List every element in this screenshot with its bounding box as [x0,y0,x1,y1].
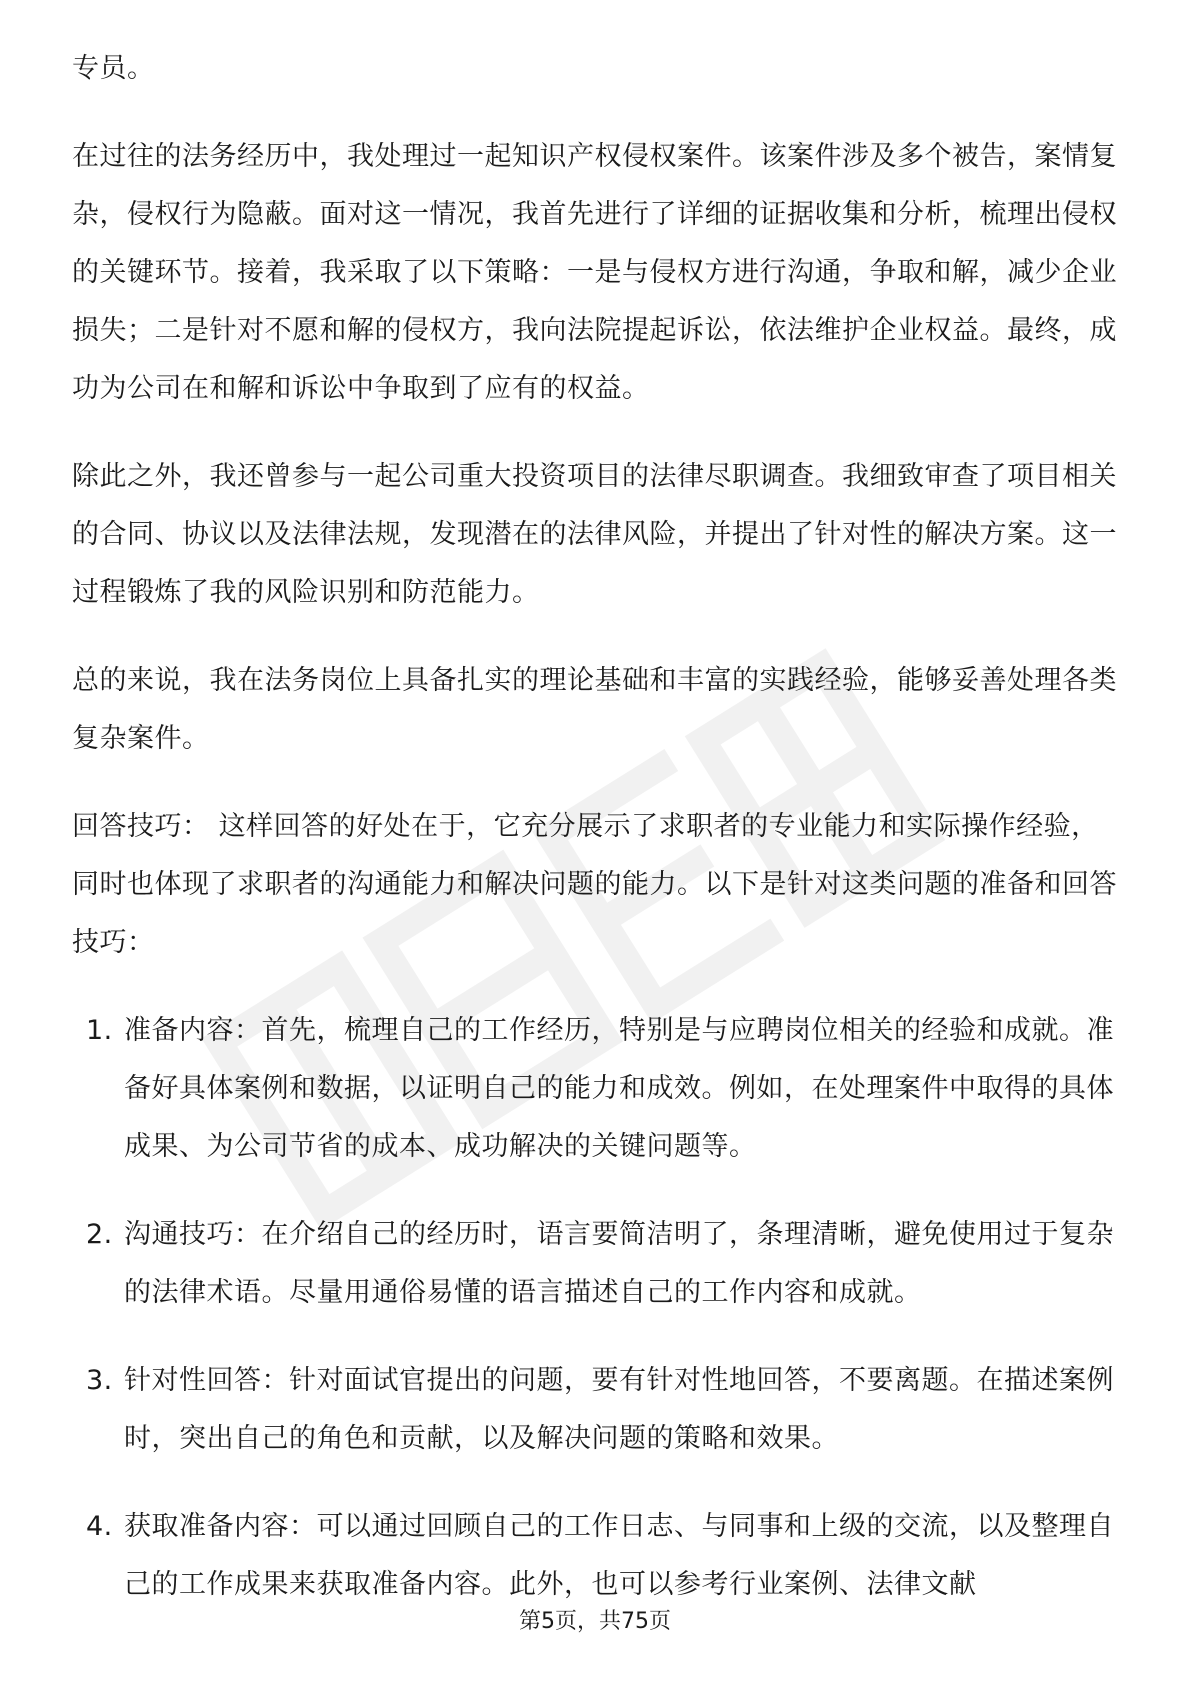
list-number: 3. [86,1365,113,1396]
list-item [72,1498,1118,1614]
paragraph-summary: 总的来说，我在法务岗位上具备扎实的理论基础和丰富的实践经验，能够妥善处理各类复杂案件。 [72,665,1117,754]
list-text: 针对性回答：针对面试官提出的问题，要有针对性地回答，不要离题。在描述案例时，突出自己的角色和贡献，以及解决问题的策略和效果。 [124,1365,1114,1454]
list-number: 2. [86,1219,113,1250]
document-body [72,40,1118,1644]
list-text: 准备内容：首先，梳理自己的工作经历，特别是与应聘岗位相关的经验和成就。准备好具体案例和数据，以证明自己的能力和成效。例如，在处理案件中取得的具体成果、为公司节省的成本、成功解决的关键问题等。 [124,1015,1114,1162]
list-text: 获取准备内容：可以通过回顾自己的工作日志、与同事和上级的交流，以及整理自己的工作成果来获取准备内容。此外，也可以参考行业案例、法律文献 [124,1511,1114,1600]
list-item [72,1352,1118,1468]
list-item [72,1002,1118,1176]
list-number: 1. [86,1015,113,1046]
list-item [72,1206,1118,1322]
page-number-footer: 第5页，共75页 [519,1609,671,1634]
list-text: 沟通技巧：在介绍自己的经历时，语言要简洁明了，条理清晰，避免使用过于复杂的法律术语。尽量用通俗易懂的语言描述自己的工作内容和成就。 [124,1219,1114,1308]
paragraph-continuation: 专员。 [72,53,155,84]
list-number: 4. [86,1511,113,1542]
paragraph-answer-tips: 回答技巧： 这样回答的好处在于，它充分展示了求职者的专业能力和实际操作经验，同时也体现了求职者的沟通能力和解决问题的能力。以下是针对这类问题的准备和回答技巧： [72,811,1117,958]
tips-list [72,1002,1118,1614]
paragraph-due-diligence: 除此之外，我还曾参与一起公司重大投资项目的法律尽职调查。我细致审查了项目相关的合同、协议以及法律法规，发现潜在的法律风险，并提出了针对性的解决方案。这一过程锻炼了我的风险识别和防范能力。 [72,461,1117,608]
paragraph-ip-case: 在过往的法务经历中，我处理过一起知识产权侵权案件。该案件涉及多个被告，案情复杂，侵权行为隐蔽。面对这一情况，我首先进行了详细的证据收集和分析，梳理出侵权的关键环节。接着，我采取了以下策略：一是与侵权方进行沟通，争取和解，减少企业损失；二是针对不愿和解的侵权方，我向法院提起诉讼，依法维护企业权益。最终，成功为公司在和解和诉讼中争取到了应有的权益。 [72,141,1117,404]
